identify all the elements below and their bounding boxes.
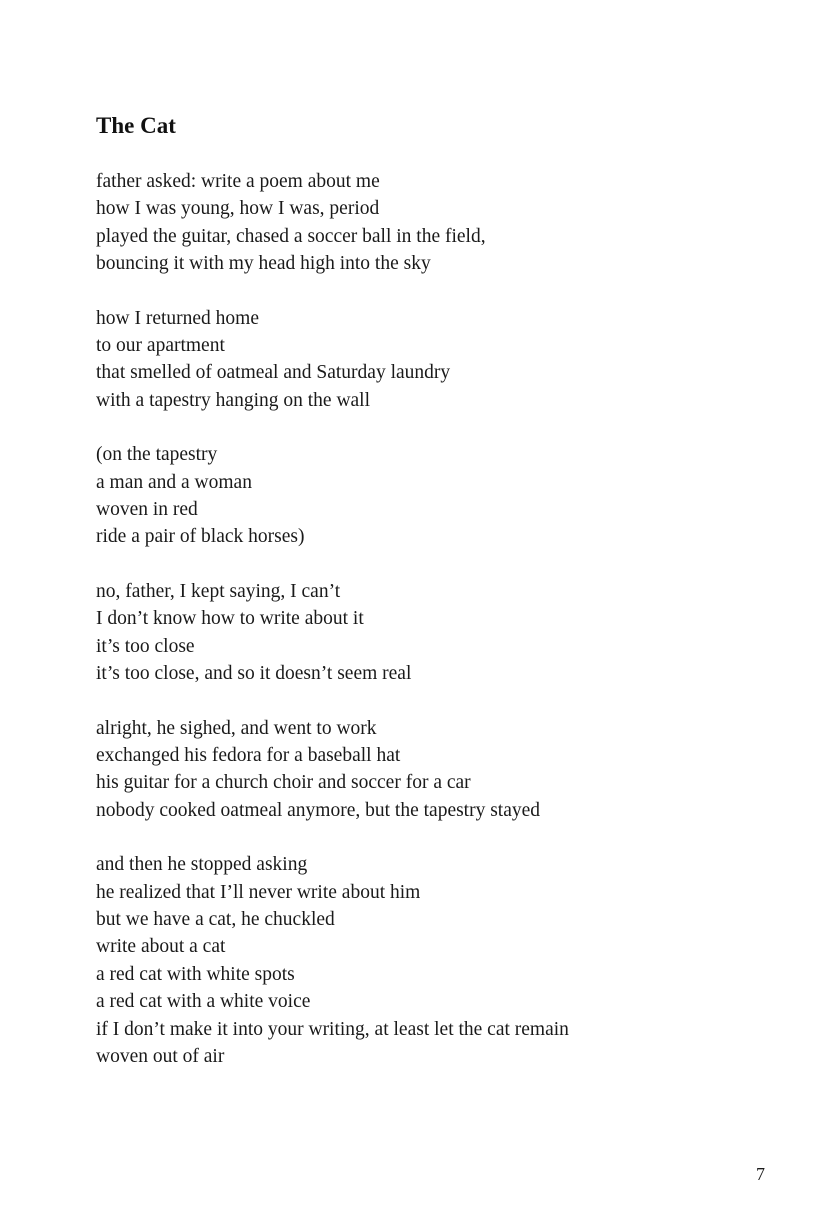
stanza-6 [96,851,776,1070]
poem-line: it’s too close [96,635,195,657]
stanza-3 [96,441,776,551]
poem-line: with a tapestry hanging on the wall [96,389,371,411]
poem-line: woven out of air [96,1045,225,1067]
poem-line: ride a pair of black horses) [96,526,305,548]
poem-line: exchanged his fedora for a baseball hat [96,744,401,766]
poem-line: (on the tapestry [96,444,218,466]
poem-line: but we have a cat, he chuckled [96,908,335,930]
poem-line: I don’t know how to write about it [96,608,364,630]
poem-line: nobody cooked oatmeal anymore, but the tapestry stayed [96,799,541,821]
poem-line: it’s too close, and so it doesn’t seem real [96,663,412,685]
poem-line: how I was young, how I was, period [96,198,380,220]
poem-line: his guitar for a church choir and soccer for a car [96,772,471,794]
poem-line: how I returned home [96,307,259,329]
stanza-1 [96,168,776,278]
stanza-2 [96,305,776,415]
poem-line: he realized that I’ll never write about him [96,881,421,903]
poem-line: no, father, I kept saying, I can’t [96,580,341,602]
poem-line: father asked: write a poem about me [96,171,380,192]
poem-line: woven in red [96,499,198,521]
page-number: 7 [756,1164,765,1184]
stanza-4 [96,578,776,688]
poem-line: and then he stopped asking [96,854,308,876]
poem-title: The Cat [96,113,176,138]
poem-line: a red cat with a white voice [96,991,311,1013]
poem-line: bouncing it with my head high into the sky [96,253,431,275]
stanza-5 [96,715,776,825]
poem-line: write about a cat [96,936,226,958]
poem-body [96,168,776,1097]
poem-line: a man and a woman [96,471,252,493]
poem-line: that smelled of oatmeal and Saturday laundry [96,362,451,384]
poem-line: alright, he sighed, and went to work [96,717,377,739]
poem-line: if I don’t make it into your writing, at least let the cat remain [96,1018,569,1040]
poem-line: played the guitar, chased a soccer ball in the field, [96,225,486,247]
poem-line: a red cat with white spots [96,963,295,985]
poem-line: to our apartment [96,335,225,357]
